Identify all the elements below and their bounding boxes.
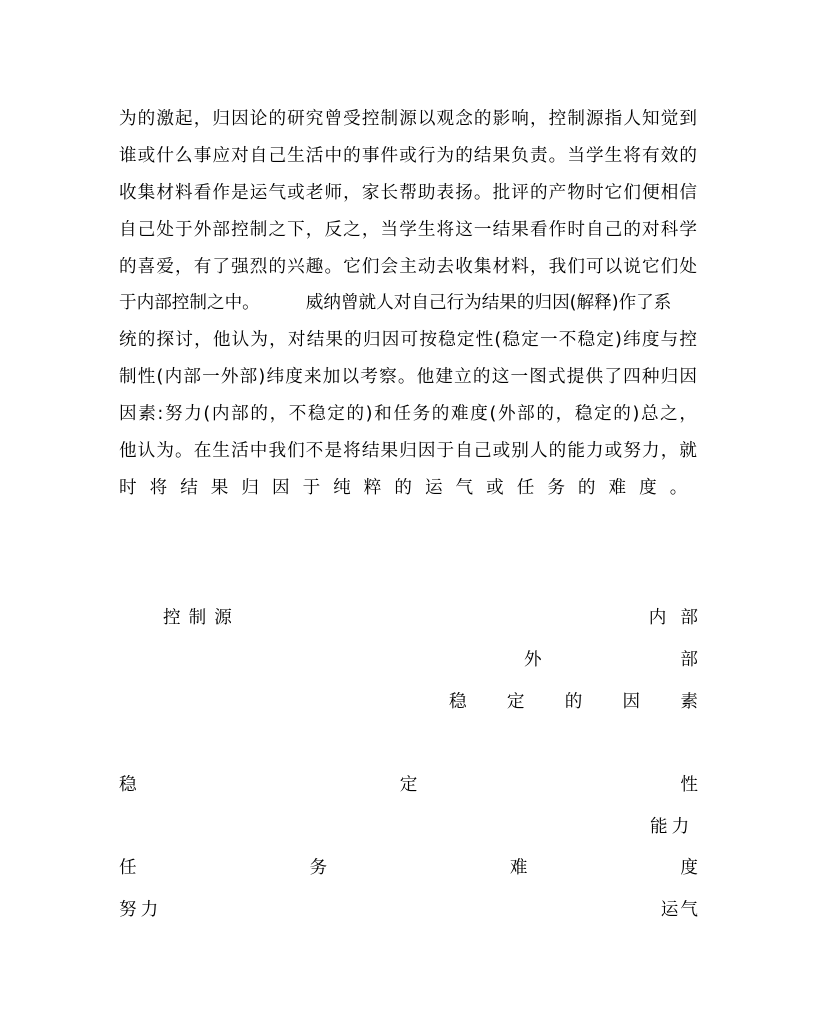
table-cell: 控制源 bbox=[163, 608, 240, 628]
table-row bbox=[119, 774, 698, 796]
table-cell: 定 bbox=[506, 692, 525, 712]
table-cell: 努力 bbox=[119, 900, 163, 920]
table-cell: 部 bbox=[680, 650, 698, 670]
text-segment: 于内部控制之中。 bbox=[119, 293, 260, 314]
text-line: 制性(内部一外部)纬度来加以考察。他建立的这一图式提供了四种归因 bbox=[119, 367, 697, 388]
table-row bbox=[163, 607, 712, 629]
table-cell: 外 bbox=[524, 650, 542, 670]
text-line: 为的激起，归因论的研究曾受控制源以观念的影响，控制源指人知觉到 bbox=[119, 109, 697, 129]
table-cell: 务 bbox=[309, 858, 328, 878]
table-row bbox=[650, 816, 698, 838]
table-cell: 能力 bbox=[650, 817, 694, 837]
table-cell: 稳 bbox=[119, 775, 137, 795]
text-line: 他认为。在生活中我们不是将结果归因于自己或别人的能力或努力，就 bbox=[119, 441, 697, 462]
table-row bbox=[119, 899, 698, 921]
text-line: 自己处于外部控制之下，反之，当学生将这一结果看作时自己的对科学 bbox=[119, 219, 697, 240]
table-cell: 素 bbox=[680, 692, 698, 712]
table-cell: 因 bbox=[622, 692, 641, 712]
table-cell: 稳 bbox=[449, 692, 467, 712]
text-segment: 威纳曾就人对自己行为结果的归因(解释)作了系 bbox=[305, 293, 672, 314]
table-cell: 定 bbox=[399, 775, 418, 795]
text-line: 谁或什么事应对自己生活中的事件或行为的结果负责。当学生将有效的 bbox=[119, 145, 697, 166]
table-cell: 的 bbox=[564, 692, 583, 712]
table-cell: 运气 bbox=[660, 900, 700, 920]
table-row bbox=[524, 649, 698, 671]
table-row bbox=[119, 857, 698, 879]
text-line: 时将结果归因于纯粹的运气或任务的难度。 bbox=[119, 477, 701, 498]
text-line: 的喜爱，有了强烈的兴趣。它们会主动去收集材料，我们可以说它们处 bbox=[119, 256, 697, 277]
table-cell: 难 bbox=[509, 858, 528, 878]
table-cell: 任 bbox=[119, 858, 137, 878]
body-paragraph bbox=[119, 101, 701, 507]
table-row bbox=[449, 691, 698, 713]
table-cell: 内部 bbox=[648, 608, 712, 628]
text-line: 收集材料看作是运气或老师，家长帮助表扬。批评的产物时它们便相信 bbox=[119, 182, 697, 203]
text-line-with-gap bbox=[119, 285, 697, 322]
table-cell: 度 bbox=[680, 858, 698, 878]
table-cell: 性 bbox=[680, 775, 698, 795]
text-line: 统的探讨，他认为，对结果的归因可按稳定性(稳定一不稳定)纬度与控 bbox=[119, 330, 697, 351]
text-line: 因素:努力(内部的，不稳定的)和任务的难度(外部的，稳定的)总之， bbox=[119, 404, 697, 425]
